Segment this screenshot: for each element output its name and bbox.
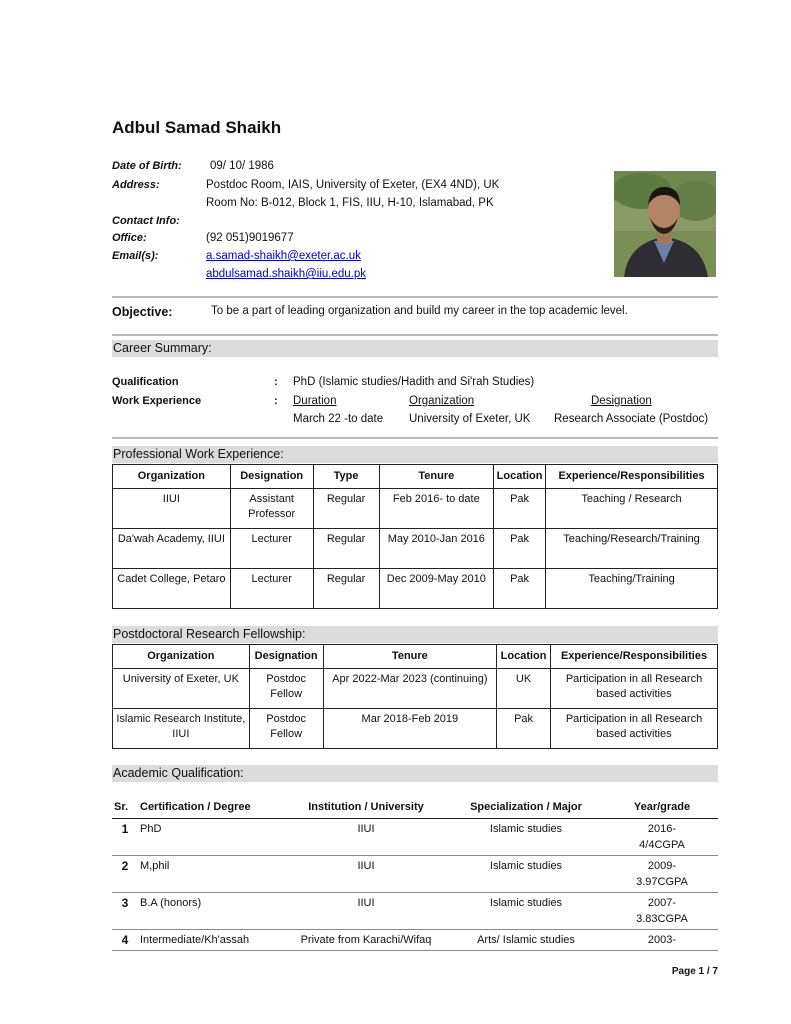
office-label: Office:: [112, 232, 147, 244]
divider: [112, 437, 718, 439]
postdoc-table: [112, 644, 718, 749]
objective-text: To be a part of leading organization and build my career in the top academic level.: [211, 305, 628, 317]
table-cell: Islamic studies: [446, 819, 606, 856]
column-header: Organization: [113, 645, 250, 669]
column-header: Type: [313, 465, 379, 489]
table-header-row: [113, 465, 718, 489]
work-experience-colon: :: [274, 395, 278, 407]
column-header: Year/grade: [606, 797, 718, 819]
column-header: Experience/Responsibilities: [546, 465, 718, 489]
table-row: [113, 489, 718, 529]
designation-heading: Designation: [591, 395, 652, 407]
table-row: [113, 529, 718, 569]
table-cell: May 2010-Jan 2016: [379, 529, 494, 569]
table-cell: Lecturer: [230, 569, 313, 609]
address-label: Address:: [112, 179, 160, 191]
table-cell: B.A (honors): [138, 893, 286, 930]
table-row: [112, 930, 718, 951]
table-cell: Teaching/Training: [546, 569, 718, 609]
column-header: Location: [497, 645, 551, 669]
table-cell: Postdoc Fellow: [249, 669, 323, 709]
qualification-value: PhD (Islamic studies/Hadith and Si'rah Studies): [293, 376, 535, 388]
table-cell: Participation in all Research based activities: [551, 709, 718, 749]
table-cell: Apr 2022-Mar 2023 (continuing): [323, 669, 496, 709]
table-cell: UK: [497, 669, 551, 709]
email-label: Email(s):: [112, 250, 159, 262]
academic-table: [112, 797, 718, 951]
table-cell: 2: [112, 856, 138, 893]
section-heading-academic: Academic Qualification:: [112, 765, 718, 782]
table-row: [112, 819, 718, 856]
column-header: Organization: [113, 465, 231, 489]
table-cell: M,phil: [138, 856, 286, 893]
table-cell: Pak: [494, 569, 546, 609]
organization-heading: Organization: [409, 395, 475, 407]
table-row: [113, 709, 718, 749]
person-name: Adbul Samad Shaikh: [112, 118, 282, 137]
objective-label: Objective:: [112, 305, 173, 319]
table-cell: Arts/ Islamic studies: [446, 930, 606, 951]
table-cell: Islamic Research Institute, IIUI: [113, 709, 250, 749]
email-link-exeter[interactable]: a.samad-shaikh@exeter.ac.uk: [206, 250, 361, 262]
column-header: Tenure: [379, 465, 494, 489]
table-cell: IIUI: [286, 856, 446, 893]
duration-heading: Duration: [293, 395, 337, 407]
table-cell: PhD: [138, 819, 286, 856]
address-line-1: Postdoc Room, IAIS, University of Exeter, (EX4 4ND), UK: [206, 179, 500, 191]
table-cell: Private from Karachi/Wifaq: [286, 930, 446, 951]
qualification-colon: :: [274, 376, 278, 388]
profile-photo: [614, 171, 716, 277]
table-cell: 1: [112, 819, 138, 856]
table-row: [113, 669, 718, 709]
designation-value: Research Associate (Postdoc): [554, 413, 709, 425]
table-cell: Mar 2018-Feb 2019: [323, 709, 496, 749]
section-heading-work-experience: Professional Work Experience:: [112, 446, 718, 463]
table-header-row: [113, 645, 718, 669]
table-cell: 4: [112, 930, 138, 951]
column-header: Sr.: [112, 797, 138, 819]
dob-value: 09/ 10/ 1986: [210, 160, 274, 172]
table-cell: Dec 2009-May 2010: [379, 569, 494, 609]
qualification-label: Qualification: [112, 376, 179, 388]
page-number: Page 1 / 7: [671, 966, 718, 977]
column-header: Institution / University: [286, 797, 446, 819]
table-cell: IIUI: [286, 819, 446, 856]
table-cell: 3: [112, 893, 138, 930]
table-cell: Pak: [494, 489, 546, 529]
email-link-iiu[interactable]: abdulsamad.shaikh@iiu.edu.pk: [206, 268, 366, 280]
organization-value: University of Exeter, UK: [409, 413, 531, 425]
table-cell: Participation in all Research based activities: [551, 669, 718, 709]
section-heading-postdoc: Postdoctoral Research Fellowship:: [112, 626, 718, 643]
table-cell: Regular: [313, 569, 379, 609]
table-cell: Islamic studies: [446, 856, 606, 893]
column-header: Tenure: [323, 645, 496, 669]
dob-label: Date of Birth:: [112, 160, 182, 172]
contact-info-label: Contact Info:: [112, 215, 180, 227]
column-header: Specialization / Major: [446, 797, 606, 819]
table-cell: Pak: [497, 709, 551, 749]
table-cell: 2007- 3.83CGPA: [606, 893, 718, 930]
table-cell: Assistant Professor: [230, 489, 313, 529]
table-cell: IIUI: [286, 893, 446, 930]
table-cell: 2009- 3.97CGPA: [606, 856, 718, 893]
work-experience-label: Work Experience: [112, 395, 202, 407]
table-cell: Intermediate/Kh'assah: [138, 930, 286, 951]
table-cell: Cadet College, Petaro: [113, 569, 231, 609]
column-header: Certification / Degree: [138, 797, 286, 819]
table-row: [112, 893, 718, 930]
address-line-2: Room No: B-012, Block 1, FIS, IIU, H-10, Islamabad, PK: [206, 197, 494, 209]
section-heading-career-summary: Career Summary:: [112, 340, 718, 357]
table-row: [112, 856, 718, 893]
divider: [112, 334, 718, 336]
table-cell: Teaching/Research/Training: [546, 529, 718, 569]
column-header: Experience/Responsibilities: [551, 645, 718, 669]
table-cell: 2016- 4/4CGPA: [606, 819, 718, 856]
table-cell: IIUI: [113, 489, 231, 529]
table-cell: University of Exeter, UK: [113, 669, 250, 709]
column-header: Designation: [249, 645, 323, 669]
table-cell: Postdoc Fellow: [249, 709, 323, 749]
column-header: Designation: [230, 465, 313, 489]
table-cell: Islamic studies: [446, 893, 606, 930]
table-cell: Lecturer: [230, 529, 313, 569]
table-cell: Regular: [313, 489, 379, 529]
work-experience-table: [112, 464, 718, 609]
office-phone: (92 051)9019677: [206, 232, 294, 244]
table-cell: Feb 2016- to date: [379, 489, 494, 529]
table-header-row: [112, 797, 718, 819]
table-row: [113, 569, 718, 609]
table-cell: Pak: [494, 529, 546, 569]
column-header: Location: [494, 465, 546, 489]
table-cell: Da'wah Academy, IIUI: [113, 529, 231, 569]
table-cell: Teaching / Research: [546, 489, 718, 529]
table-cell: 2003-: [606, 930, 718, 951]
duration-value: March 22 -to date: [293, 413, 384, 425]
divider: [112, 296, 718, 298]
table-cell: Regular: [313, 529, 379, 569]
